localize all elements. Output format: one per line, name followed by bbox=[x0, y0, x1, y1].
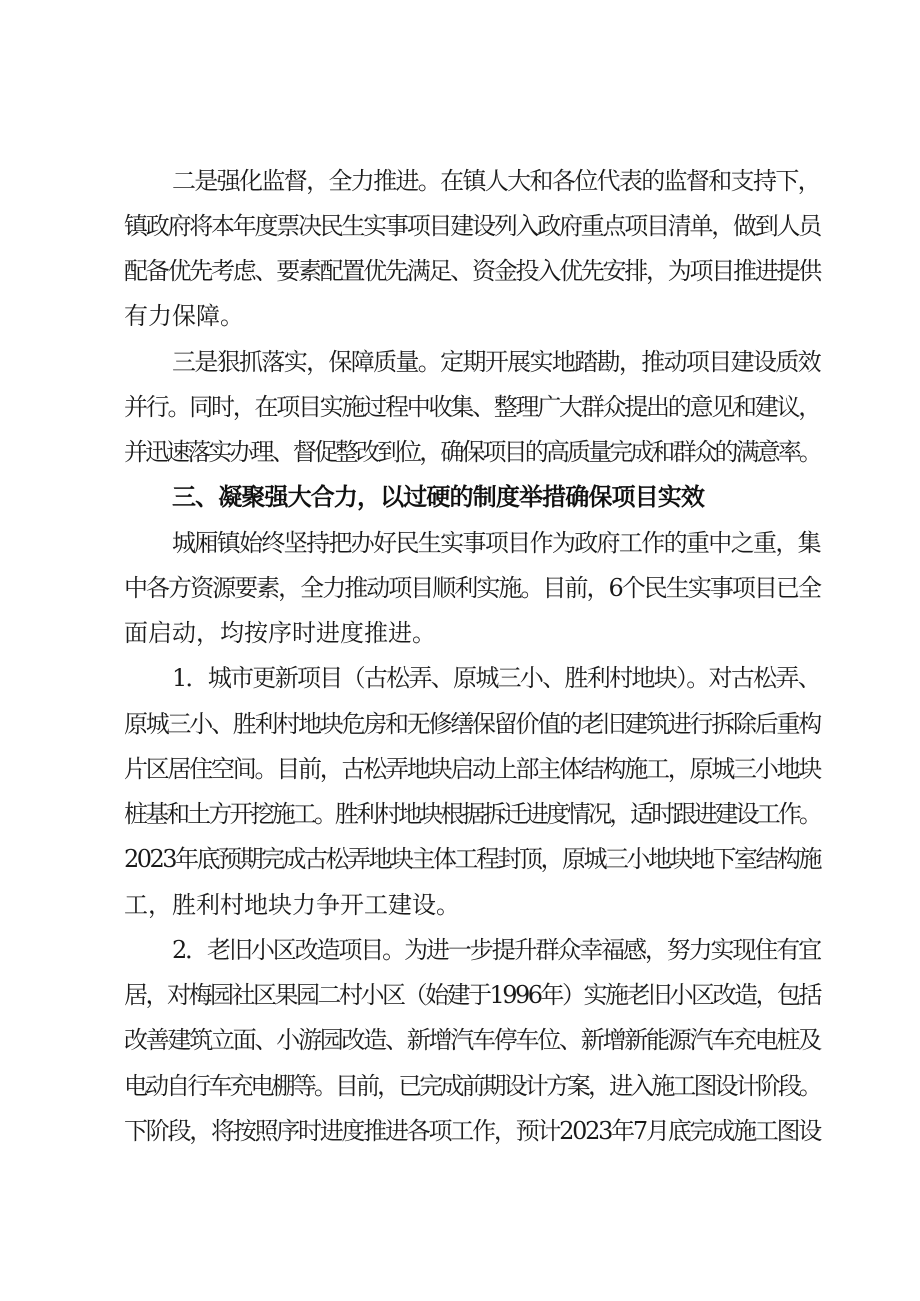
paragraph-3-line-2: 并行。同时，在项目实施过程中收集、整理广大群众提出的意见和建议， bbox=[124, 393, 820, 421]
section-intro-line-1: 城厢镇始终坚持把办好民生实事项目作为政府工作的重中之重，集 bbox=[172, 529, 821, 557]
item-1-line-4: 桩基和土方开挖施工。胜利村地块根据拆迁进度情况，适时跟进建设工作。 bbox=[124, 800, 821, 828]
paragraph-2-line-2: 镇政府将本年度票决民生实事项目建设列入政府重点项目清单，做到人员 bbox=[124, 212, 820, 240]
item-1-line-2: 原城三小、胜利村地块危房和无修缮保留价值的老旧建筑进行拆除后重构 bbox=[124, 710, 820, 738]
item-1-line-6: 工，胜利村地块力争开工建设。 bbox=[124, 891, 460, 919]
item-1-line-3: 片区居住空间。目前，古松弄地块启动上部主体结构施工，原城三小地块 bbox=[124, 755, 820, 783]
item-2-line-1: 2．老旧小区改造项目。为进一步提升群众幸福感，努力实现住有宜 bbox=[172, 936, 820, 964]
section-intro-line-2: 中各方资源要素，全力推动项目顺利实施。目前，6个民生实事项目已全 bbox=[124, 574, 820, 602]
paragraph-2-line-3: 配备优先考虑、要素配置优先满足、资金投入优先安排，为项目推进提供 bbox=[124, 257, 820, 285]
item-1-line-5: 2023年底预期完成古松弄地块主体工程封顶，原城三小地块地下室结构施 bbox=[124, 845, 821, 873]
item-2-line-4: 电动自行车充电棚等。目前，已完成前期设计方案，进入施工图设计阶段。 bbox=[124, 1072, 821, 1100]
paragraph-3-line-3: 并迅速落实办理、督促整改到位，确保项目的高质量完成和群众的满意率。 bbox=[124, 438, 821, 466]
item-1-line-1: 1．城市更新项目（古松弄、原城三小、胜利村地块）。对古松弄、 bbox=[172, 664, 820, 692]
paragraph-3-line-1: 三是狠抓落实，保障质量。定期开展实地踏勘，推动项目建设质效 bbox=[172, 348, 821, 376]
section-heading: 三、凝聚强大合力，以过硬的制度举措确保项目实效 bbox=[172, 483, 704, 511]
paragraph-2-line-1: 二是强化监督，全力推进。在镇人大和各位代表的监督和支持下， bbox=[172, 167, 821, 195]
item-2-line-3: 改善建筑立面、小游园改造、新增汽车停车位、新增新能源汽车充电桩及 bbox=[124, 1026, 820, 1054]
item-2-line-2: 居，对梅园社区果园二村小区（始建于1996年）实施老旧小区改造，包括 bbox=[124, 981, 821, 1009]
section-intro-line-3: 面启动，均按序时进度推进。 bbox=[124, 619, 436, 647]
paragraph-2-line-4: 有力保障。 bbox=[124, 302, 244, 330]
item-2-line-5: 下阶段，将按照序时进度推进各项工作，预计2023年7月底完成施工图设 bbox=[124, 1117, 820, 1145]
